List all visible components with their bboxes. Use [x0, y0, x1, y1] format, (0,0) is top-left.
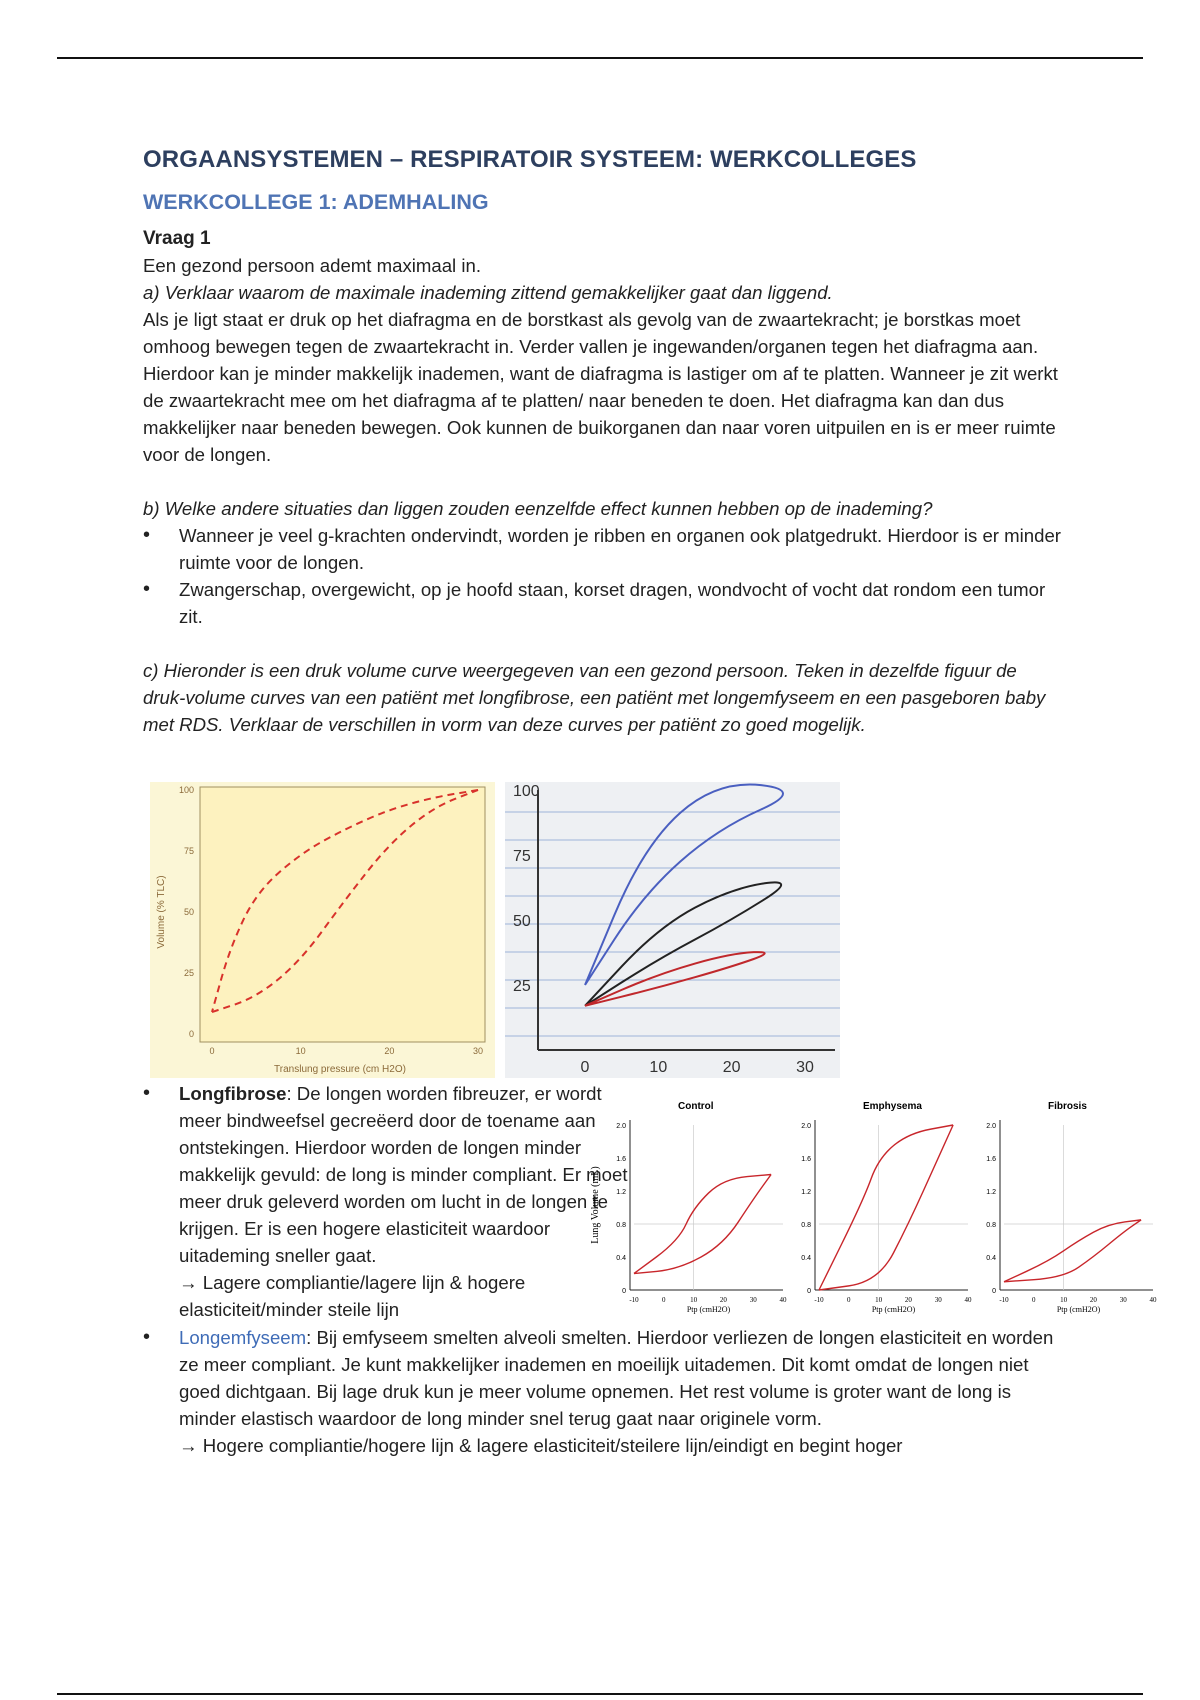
x-tick: 0 [662, 1296, 666, 1304]
y-tick: 1.2 [616, 1189, 626, 1196]
x-tick: 40 [779, 1296, 787, 1304]
bottom-rule [57, 1693, 1143, 1695]
x-tick: 10 [649, 1059, 668, 1076]
panel-y-label: Lung Volume (mL) [590, 1166, 601, 1244]
y-tick: 25 [513, 978, 531, 995]
page-title: ORGAANSYSTEMEN – RESPIRATOIR SYSTEEM: WERKCOLLEGES [143, 146, 917, 173]
pv-chart-handdrawn [505, 782, 840, 1078]
y-tick: 2.0 [801, 1123, 811, 1130]
y-tick: 75 [513, 848, 531, 865]
x-tick: 20 [904, 1296, 912, 1304]
y-tick: 0.8 [616, 1222, 626, 1229]
term-fibrose: Longfibrose [179, 1083, 287, 1104]
x-tick: 0 [209, 1046, 215, 1056]
y-tick: 2.0 [616, 1123, 626, 1130]
x-tick: 30 [472, 1046, 484, 1056]
panel-title: Fibrosis [1048, 1101, 1087, 1112]
top-rule [57, 57, 1143, 59]
y-tick: 0.4 [986, 1255, 996, 1262]
y-tick: 1.2 [986, 1189, 996, 1196]
list-item: • Zwangerschap, overgewicht, op je hoofd staan, korset dragen, wondvocht of vocht dat rondom een tumor zit. [143, 576, 1063, 630]
list-item: • Wanneer je veel g-krachten ondervindt, worden je ribben en organen ook platgedrukt. Hierdoor is er minder ruimte voor de longen. [143, 522, 1063, 576]
panel-title: Control [678, 1101, 714, 1112]
x-tick: -10 [629, 1296, 639, 1304]
y-tick: 1.6 [616, 1156, 626, 1163]
x-tick: 30 [1119, 1296, 1127, 1304]
term-emfyseem: Longemfyseem [179, 1327, 307, 1348]
x-tick: 10 [875, 1296, 883, 1304]
question-label: Vraag 1 [143, 228, 211, 249]
x-tick: 30 [934, 1296, 942, 1304]
y-tick: 0.8 [801, 1222, 811, 1229]
x-tick: 30 [749, 1296, 757, 1304]
section-heading: WERKCOLLEGE 1: ADEMHALING [143, 190, 489, 214]
list-item: • Longemfyseem: Bij emfyseem smelten alveoli smelten. Hierdoor verliezen de longen elasticiteit en worden ze meer compliant. Je kunt makkelijker inademen en moeilijk uitademen. Dit komt omdat de longen niet goed dichtgaan. Bij lage druk kun je meer volume opnemen. Het rest volume is groter want de long is minder elastisch waardoor de long minder snel terug gaat naar originele vorm. → Hogere compliantie/hogere lijn & lagere elasticiteit/steilere lijn/eindigt en begint hoger [143, 1324, 1063, 1459]
y-tick: 0.4 [616, 1255, 626, 1262]
x-tick: 10 [295, 1046, 306, 1056]
y-tick: 1.2 [801, 1189, 811, 1196]
x-tick: -10 [814, 1296, 824, 1304]
document-body [143, 143, 1063, 738]
pv-chart-healthy [150, 782, 495, 1078]
y-tick: 0.8 [986, 1222, 996, 1229]
x-tick: 0 [1032, 1296, 1036, 1304]
x-axis-label: Translung pressure (cm H2O) [274, 1064, 406, 1075]
panel-title: Emphysema [863, 1101, 922, 1112]
question-c: c) Hieronder is een druk volume curve weergegeven van een gezond persoon. Teken in dezelfde figuur de druk-volume curves van een patiënt met longfibrose, een patiënt met longemfyseem en een pasgeboren baby met RDS. Verklaar de verschillen in vorm van deze curves per patiënt zo goed mogelijk. [143, 660, 1046, 735]
x-tick: 0 [580, 1059, 590, 1076]
answer-b-list [143, 522, 1063, 630]
y-tick: 0 [188, 1029, 194, 1039]
x-axis-label: Ptp (cmH2O) [686, 1305, 731, 1314]
panel-emphysema [801, 1101, 972, 1314]
list-item: • Longfibrose: De longen worden fibreuzer, er wordt meer bindweefsel gecreëerd door de toename aan ontstekingen. Hierdoor worden de longen minder makkelijk gevuld: de long is minder compliant. Er moet meer druk geleverd worden om lucht in de longen te krijgen. Er is een hogere elasticiteit waardoor uitademing sneller gaat. → Lagere compliantie/lagere lijn & hogere elasticiteit/minder steile lijn [143, 1080, 629, 1323]
x-axis-label: Ptp (cmH2O) [871, 1305, 916, 1314]
y-tick: 50 [183, 907, 194, 917]
conclusion-fibrose: → Lagere compliantie/lagere lijn & hogere elasticiteit/minder steile lijn [179, 1272, 526, 1320]
y-tick: 0 [992, 1288, 996, 1295]
pv-loop-inflation [819, 1125, 953, 1290]
x-tick: 40 [964, 1296, 972, 1304]
y-tick: 0.4 [801, 1255, 811, 1262]
y-tick: 100 [513, 783, 540, 800]
y-tick: 1.6 [986, 1156, 996, 1163]
question-b: b) Welke andere situaties dan liggen zouden eenzelfde effect kunnen hebben op de inademing? [143, 498, 933, 519]
x-tick: 30 [796, 1059, 814, 1076]
y-tick: 0 [622, 1288, 626, 1295]
x-tick: 20 [722, 1059, 741, 1076]
y-axis-label: Volume (% TLC) [156, 875, 167, 949]
y-tick: 25 [183, 968, 194, 978]
y-tick: 50 [513, 913, 531, 930]
panel-control [616, 1101, 787, 1314]
x-tick: 20 [384, 1046, 395, 1056]
pv-panels [588, 1095, 1168, 1335]
x-tick: 10 [1060, 1296, 1068, 1304]
x-tick: 20 [1089, 1296, 1097, 1304]
y-tick: 2.0 [986, 1123, 996, 1130]
x-tick: 40 [1149, 1296, 1157, 1304]
x-tick: -10 [999, 1296, 1009, 1304]
y-tick: 0 [807, 1288, 811, 1295]
question-a: a) Verklaar waarom de maximale inademing zittend gemakkelijker gaat dan liggend. [143, 282, 833, 303]
pv-loop-deflation [1004, 1220, 1141, 1282]
x-axis-label: Ptp (cmH2O) [1056, 1305, 1101, 1314]
question-intro: Een gezond persoon ademt maximaal in. [143, 255, 481, 276]
panel-fibrosis [986, 1101, 1157, 1314]
x-tick: 0 [847, 1296, 851, 1304]
pv-figures [150, 782, 840, 1078]
x-tick: 10 [690, 1296, 698, 1304]
y-tick: 1.6 [801, 1156, 811, 1163]
answer-a: Als je ligt staat er druk op het diafragma en de borstkast als gevolg van de zwaartekracht; je borstkas moet omhoog bewegen tegen de zwaartekracht in. Verder vallen je ingewanden/organen tegen het diafragma aan. Hierdoor kan je minder makkelijk inademen, want de diafragma is lastiger om af te platten. Wanneer je zit werkt de zwaartekracht mee om het diafragma af te platten/ naar beneden te doen. Het diafragma kan dan dus makkelijker naar beneden bewegen. Ook kunnen de buikorganen dan naar voren uitpuilen en is er meer ruimte voor de longen. [143, 309, 1058, 465]
x-tick: 20 [719, 1296, 727, 1304]
y-tick: 100 [178, 785, 194, 795]
conclusion-emfyseem: → Hogere compliantie/hogere lijn & lagere elasticiteit/steilere lijn/eindigt en begint hoger [179, 1435, 903, 1456]
y-tick: 75 [183, 846, 194, 856]
